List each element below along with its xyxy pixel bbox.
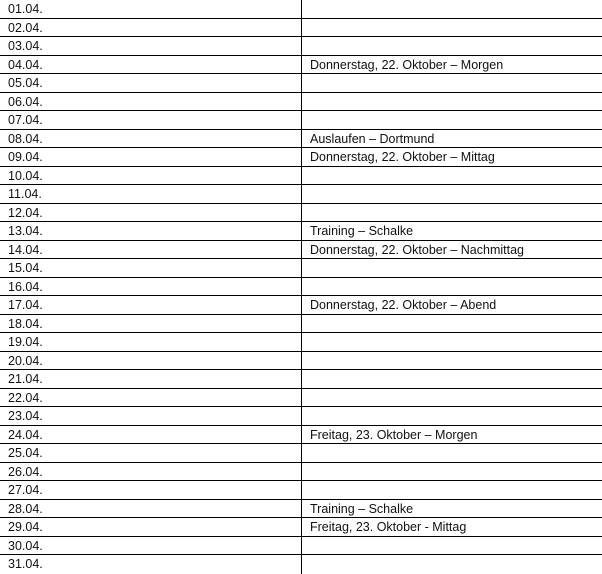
date-cell: 06.04.: [8, 94, 43, 109]
event-cell: [310, 463, 602, 481]
date-cell: 23.04.: [8, 409, 43, 423]
event-cell: Donnerstag, 22. Oktober – Mittag: [310, 150, 495, 164]
table-row: [0, 500, 602, 519]
table-row: [0, 93, 602, 112]
table-row: [0, 370, 602, 389]
event-cell: [310, 74, 602, 92]
table-row: [0, 148, 602, 167]
event-cell: [310, 407, 602, 425]
date-cell: 02.04.: [8, 20, 43, 35]
date-cell: 26.04.: [8, 464, 43, 479]
event-cell: [310, 93, 602, 111]
date-cell: 15.04.: [8, 261, 43, 275]
date-cell: 27.04.: [8, 483, 43, 497]
table-row: [0, 37, 602, 56]
table-row: [0, 296, 602, 315]
date-cell: 17.04.: [8, 298, 43, 312]
event-cell: [310, 389, 602, 407]
event-cell: [310, 352, 602, 370]
date-cell: 05.04.: [8, 76, 43, 90]
date-cell: 24.04.: [8, 427, 43, 442]
event-cell: Training – Schalke: [310, 501, 414, 516]
table-row: [0, 315, 602, 334]
event-cell: [310, 444, 602, 462]
date-cell: 16.04.: [8, 279, 43, 294]
table-row: [0, 407, 602, 426]
table-row: [0, 463, 602, 482]
date-cell: 11.04.: [8, 187, 42, 201]
table-row: [0, 56, 602, 75]
date-cell: 21.04.: [8, 372, 43, 386]
event-cell: [310, 185, 602, 203]
date-cell: 22.04.: [8, 390, 43, 405]
table-row: [0, 241, 602, 260]
table-row: [0, 352, 602, 371]
date-cell: 07.04.: [8, 113, 43, 127]
table-row: [0, 278, 602, 297]
table-row: [0, 555, 602, 574]
event-cell: [310, 111, 602, 129]
table-row: [0, 0, 602, 19]
event-cell: [310, 37, 602, 55]
date-cell: 12.04.: [8, 205, 43, 220]
table-row: [0, 518, 602, 537]
table-row: [0, 111, 602, 130]
event-cell: [310, 537, 602, 555]
table-row: [0, 259, 602, 278]
event-cell: [310, 167, 602, 185]
date-cell: 14.04.: [8, 242, 43, 257]
event-cell: [310, 0, 602, 18]
event-cell: Donnerstag, 22. Oktober – Abend: [310, 298, 497, 312]
event-cell: [310, 19, 602, 37]
event-cell: Freitag, 23. Oktober – Morgen: [310, 427, 478, 442]
event-cell: [310, 278, 602, 296]
date-cell: 20.04.: [8, 353, 43, 368]
event-cell: [310, 370, 602, 388]
table-row: [0, 444, 602, 463]
table-row: [0, 130, 602, 149]
date-cell: 08.04.: [8, 131, 43, 146]
event-cell: Donnerstag, 22. Oktober – Nachmittag: [310, 242, 525, 257]
date-cell: 03.04.: [8, 39, 43, 53]
table-row: [0, 389, 602, 408]
date-cell: 25.04.: [8, 446, 43, 460]
event-cell: [310, 481, 602, 499]
date-cell: 19.04.: [8, 335, 43, 349]
table-row: [0, 333, 602, 352]
date-cell: 31.04.: [8, 557, 43, 571]
event-cell: Donnerstag, 22. Oktober – Morgen: [310, 57, 504, 72]
event-cell: Training – Schalke: [310, 224, 414, 238]
event-cell: Freitag, 23. Oktober - Mittag: [310, 520, 467, 534]
table-row: [0, 537, 602, 556]
date-cell: 29.04.: [8, 520, 43, 534]
table-row: [0, 167, 602, 186]
table-row: [0, 185, 602, 204]
event-cell: [310, 259, 602, 277]
event-cell: [310, 204, 602, 222]
table-row: [0, 222, 602, 241]
date-cell: 01.04.: [8, 2, 43, 16]
table-row: [0, 19, 602, 38]
date-cell: 04.04.: [8, 57, 43, 72]
event-cell: [310, 315, 602, 333]
event-cell: [310, 555, 602, 573]
date-cell: 10.04.: [8, 168, 43, 183]
event-cell: Auslaufen – Dortmund: [310, 131, 435, 146]
table-row: [0, 481, 602, 500]
table-row: [0, 204, 602, 223]
table-row: [0, 74, 602, 93]
table-row: [0, 426, 602, 445]
event-cell: [310, 333, 602, 351]
date-cell: 18.04.: [8, 316, 43, 331]
date-cell: 13.04.: [8, 224, 43, 238]
date-cell: 09.04.: [8, 150, 43, 164]
date-cell: 30.04.: [8, 538, 43, 553]
date-cell: 28.04.: [8, 501, 43, 516]
